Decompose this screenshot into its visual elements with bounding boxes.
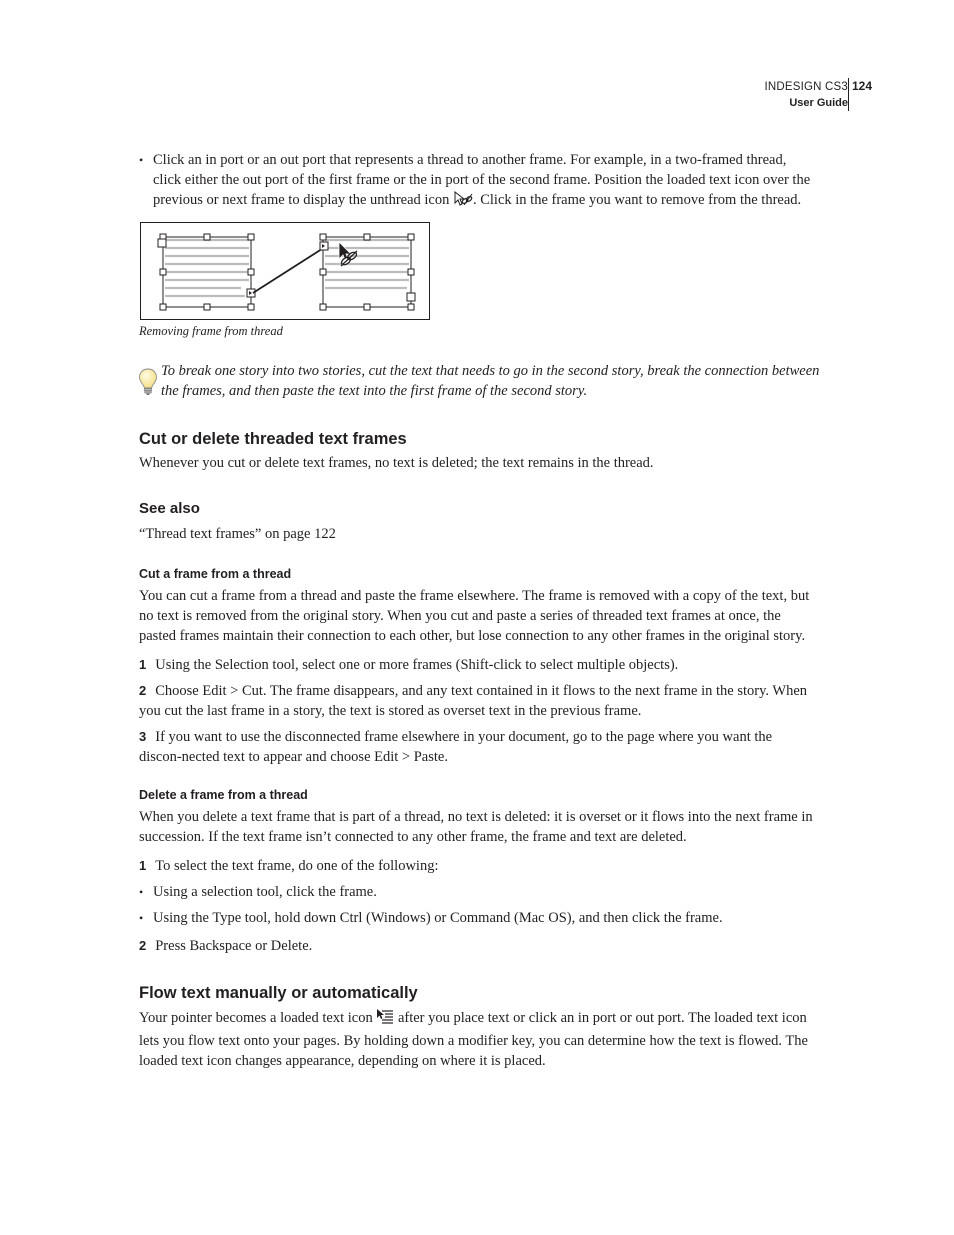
left-in-port <box>158 239 166 247</box>
bullet-marker: • <box>139 153 144 167</box>
tip-text: To break one story into two stories, cut the text that needs to go in the second story, break the connection between the frames, and then paste the text into the first frame of the second story. <box>161 363 820 399</box>
delete-frame-body: When you delete a text frame that is part of a thread, no text is deleted: it is overset or it flows into the next frame in succession. If the text frame isn’t connected to any other frame, the frame and text are deleted. <box>139 809 813 845</box>
figure-caption: Removing frame from thread <box>139 324 283 338</box>
section-body-cut-delete: Whenever you cut or delete text frames, no text is deleted; the text remains in the thread. <box>139 455 654 471</box>
thread-figure <box>140 222 430 320</box>
delete-step-1 <box>139 856 814 877</box>
right-frame-text-lines <box>325 240 409 288</box>
right-out-port <box>407 293 415 301</box>
step-number: 1 <box>139 858 147 873</box>
cut-step-2 <box>139 681 814 722</box>
thread-figure-illustration <box>141 223 429 319</box>
cut-frame-heading: Cut a frame from a thread <box>139 567 292 581</box>
section-heading-cut-delete: Cut or delete threaded text frames <box>139 430 407 448</box>
see-also-link[interactable]: “Thread text frames” on page 122 <box>139 526 336 542</box>
step-number: 2 <box>139 938 147 953</box>
lightbulb-icon <box>138 368 158 396</box>
flow-body-part2: after you place text or click an in port or out port. The loaded text icon lets you flow text onto your pages. By holding down a modifier key, you can determine how the text is flowed. The loaded text icon changes appearance, depending on where it is placed. <box>139 1010 808 1069</box>
step-number: 2 <box>139 683 147 698</box>
see-also-heading: See also <box>139 500 200 517</box>
step-text: To select the text frame, do one of the following: <box>155 858 439 874</box>
bullet-text: Using the Type tool, hold down Ctrl (Windows) or Command (Mac OS), and then click the frame. <box>153 910 723 926</box>
page-number: 124 <box>852 79 873 93</box>
step-text: If you want to use the disconnected frame elsewhere in your document, go to the page where you want the discon-nected text to appear and choose Edit > Paste. <box>139 729 773 765</box>
header-product: INDESIGN CS3 <box>764 81 848 93</box>
bullet-text: Using a selection tool, click the frame. <box>153 884 377 900</box>
loaded-text-icon <box>376 1008 394 1032</box>
step-number: 1 <box>139 657 147 672</box>
bullet-marker: • <box>139 911 144 925</box>
cut-step-3 <box>139 727 814 768</box>
delete-frame-heading: Delete a frame from a thread <box>139 788 308 802</box>
step-text: Choose Edit > Cut. The frame disappears, and any text contained in it flows to the next frame in the story. When you cut the last frame in a story, the text is stored as overset text in the previous frame. <box>139 683 808 719</box>
step-text: Using the Selection tool, select one or more frames (Shift-click to select multiple objects). <box>155 657 679 673</box>
step-number: 3 <box>139 729 147 744</box>
delete-step-2 <box>139 936 814 957</box>
intro-bullet-part2: . Click in the frame you want to remove from the thread. <box>472 191 802 208</box>
unthread-icon <box>453 191 473 214</box>
cut-frame-body: You can cut a frame from a thread and paste the frame elsewhere. The frame is removed with a copy of the text, but no text is removed from the original story. When you cut and paste a series of threaded text frames at once, the pasted frames maintain their connection to each other, but lose connection to any other frames in the original story. <box>139 588 810 644</box>
thread-connector <box>253 247 325 293</box>
intro-bullet-part1: Click an in port or an out port that represents a thread to another frame. For example, in a two-framed thread, click either the out port of the first frame or the in port of the second frame. Position the loaded text icon over the previous or next frame to display the unthread icon <box>153 152 811 208</box>
bullet-marker: • <box>139 885 144 899</box>
flow-section-body <box>139 1008 814 1071</box>
header-divider <box>848 78 849 111</box>
running-header <box>764 79 848 111</box>
cut-step-1 <box>139 655 814 676</box>
step-text: Press Backspace or Delete. <box>155 938 313 954</box>
header-guide: User Guide <box>789 97 848 109</box>
section-heading-flow: Flow text manually or automatically <box>139 984 418 1002</box>
intro-bullet-text <box>153 151 814 213</box>
left-frame-text-lines <box>165 240 249 296</box>
flow-body-part1: Your pointer becomes a loaded text icon <box>139 1010 377 1026</box>
